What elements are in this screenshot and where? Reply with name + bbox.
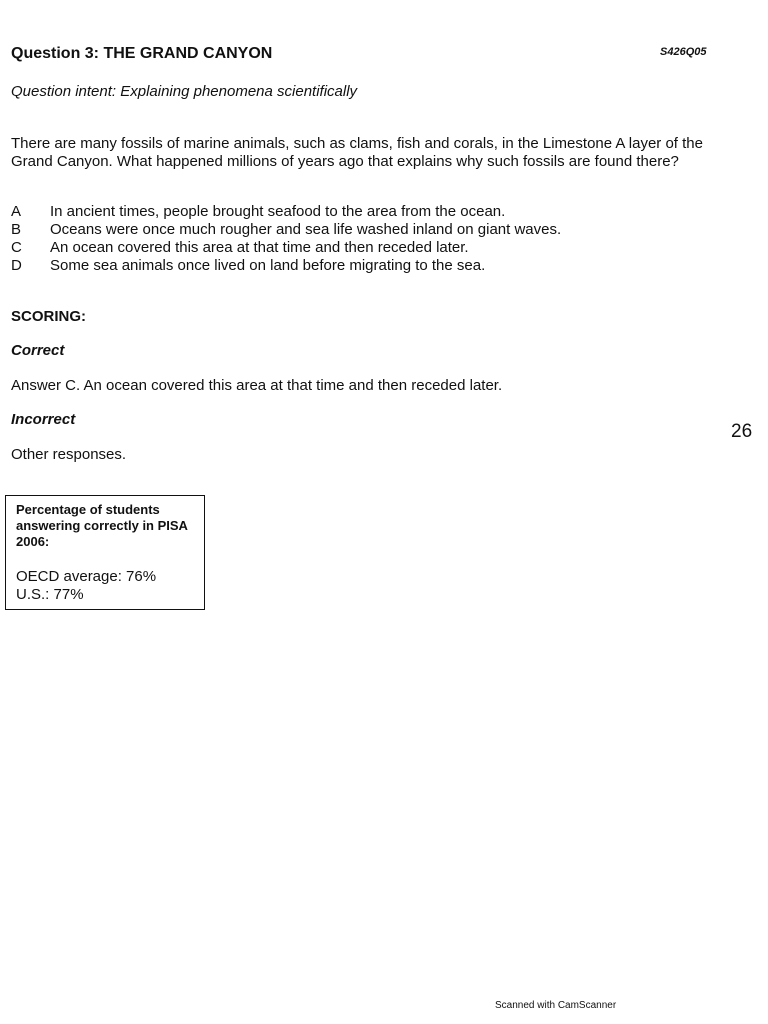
option-text: In ancient times, people brought seafood to the area from the ocean. bbox=[50, 203, 506, 220]
page-title: Question 3: THE GRAND CANYON bbox=[11, 45, 273, 62]
page-number: 26 bbox=[731, 421, 753, 442]
question-code: S426Q05 bbox=[660, 46, 707, 58]
option-text: Some sea animals once lived on land before migrating to the sea. bbox=[50, 257, 486, 274]
option-text: Oceans were once much rougher and sea life washed inland on giant waves. bbox=[50, 221, 562, 238]
option-letter: D bbox=[11, 257, 22, 274]
answer-options bbox=[11, 203, 561, 275]
option-letter: B bbox=[11, 221, 22, 238]
correct-heading: Correct bbox=[11, 342, 65, 359]
option-b bbox=[11, 221, 561, 239]
question-text: There are many fossils of marine animals, such as clams, fish and corals, in the Limestone A layer of the Grand Canyon. What happened millions of years ago that explains why such fossils are found there? bbox=[11, 135, 703, 170]
question-intent: Question intent: Explaining phenomena scientifically bbox=[11, 83, 358, 100]
correct-answer-text: Answer C. An ocean covered this area at that time and then receded later. bbox=[11, 377, 503, 394]
scoring-heading: SCORING: bbox=[11, 308, 86, 325]
us-percentage: U.S.: 77% bbox=[16, 586, 84, 603]
statistics-box bbox=[5, 495, 205, 610]
option-text: An ocean covered this area at that time and then receded later. bbox=[50, 239, 469, 256]
option-letter: A bbox=[11, 203, 22, 220]
option-d bbox=[11, 257, 561, 275]
option-a bbox=[11, 203, 561, 221]
scanner-watermark: Scanned with CamScanner bbox=[495, 1000, 617, 1011]
option-letter: C bbox=[11, 239, 22, 256]
incorrect-answer-text: Other responses. bbox=[11, 446, 127, 463]
statistics-heading: Percentage of students answering correctly in PISA 2006: bbox=[16, 502, 188, 549]
incorrect-heading: Incorrect bbox=[11, 411, 76, 428]
option-c bbox=[11, 239, 561, 257]
oecd-average: OECD average: 76% bbox=[16, 568, 157, 585]
